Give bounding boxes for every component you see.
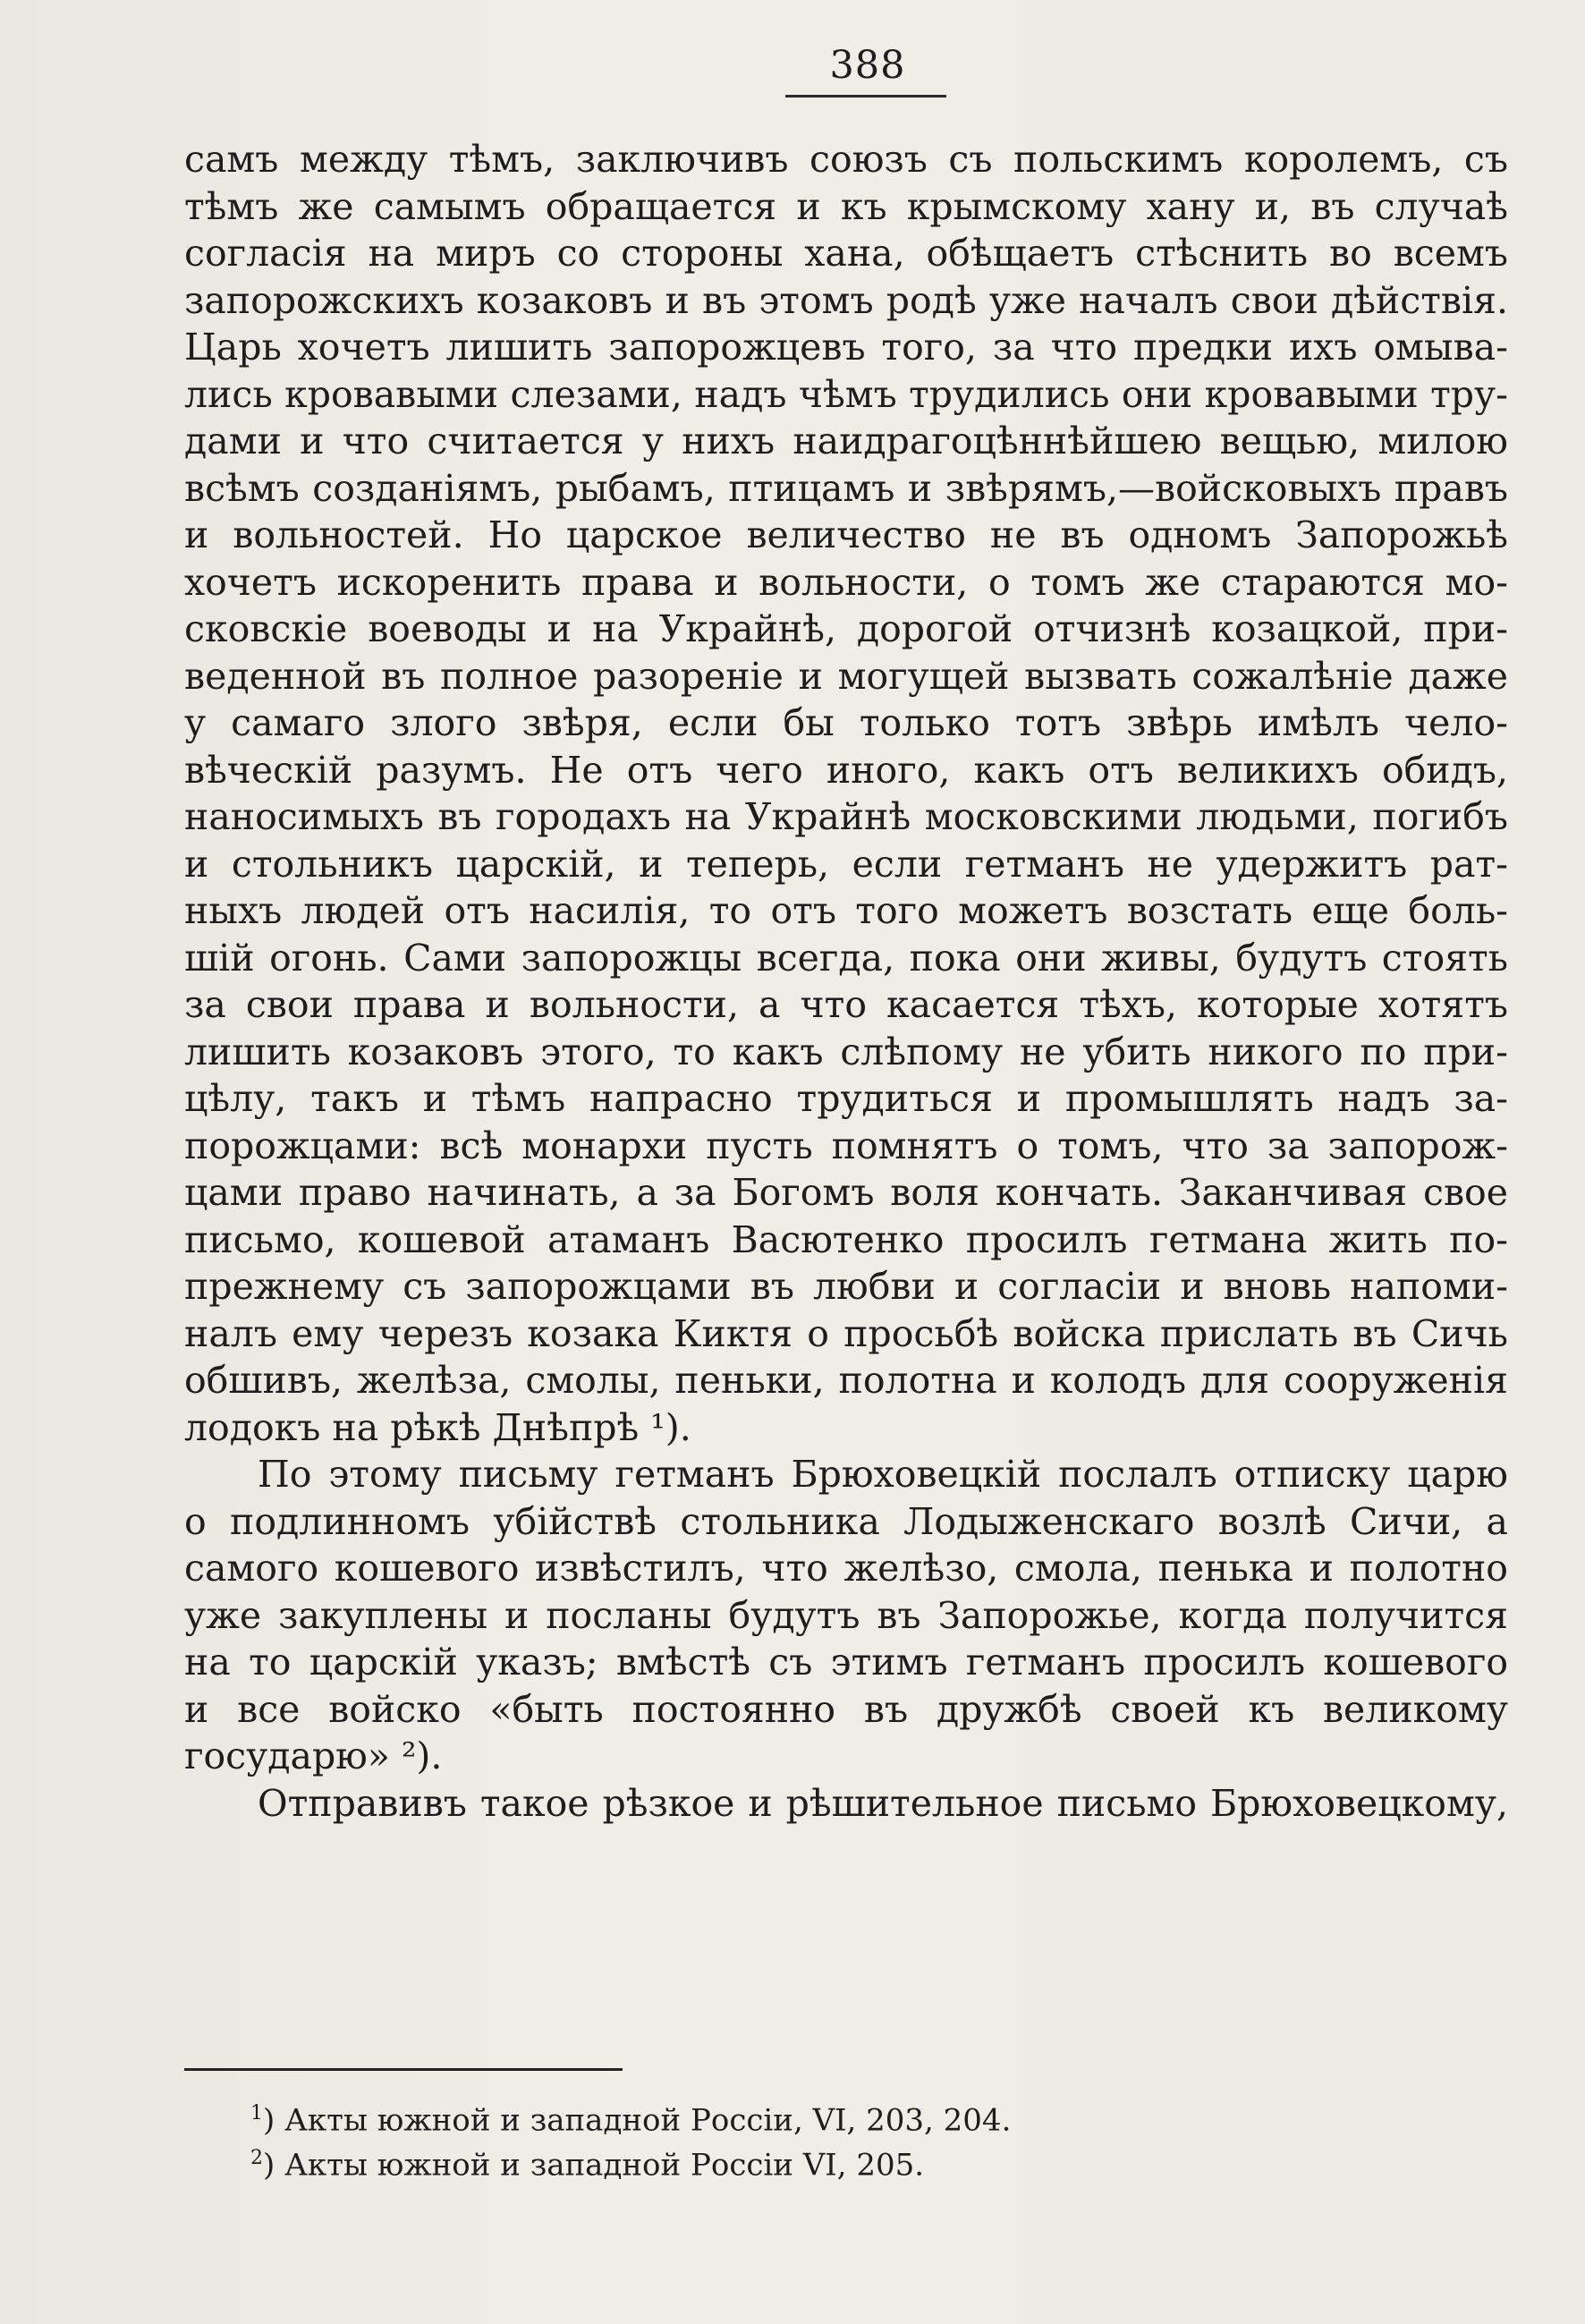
text-line: Царь хочетъ лишить запорожцевъ того, за что предки ихъ омыва- <box>184 326 1508 369</box>
footnote <box>250 2091 1324 2139</box>
text-line: и все войско «быть постоянно въ дружбѣ своей къ великому <box>184 1687 1508 1731</box>
text-line: за свои права и вольности, а что касается тѣхъ, которые хотятъ <box>184 983 1508 1026</box>
text-line: ныхъ людей отъ насилія, то отъ того можетъ возстать еще боль- <box>184 889 1508 932</box>
text-line: шій огонь. Сами запорожцы всегда, пока они живы, будутъ стоять <box>184 936 1508 980</box>
text-line: вѣческій разумъ. Не отъ чего иного, какъ отъ великихъ обидъ, <box>184 748 1508 792</box>
text-line: дами и что считается у нихъ наидрагоцѣннѣйшею вещью, милою <box>184 420 1508 462</box>
text-line: обшивъ, желѣза, смолы, пеньки, полотна и колодъ для сооруженія <box>184 1359 1508 1402</box>
text-line: тѣмъ же самымъ обращается и къ крымскому хану и, въ случаѣ <box>184 184 1508 228</box>
text-line: хочетъ искоренить права и вольности, о томъ же стараются мо- <box>184 560 1508 604</box>
text-line: и стольникъ царскій, и теперь, если гетманъ не удержитъ рат- <box>184 842 1508 886</box>
text-line: налъ ему черезъ козака Киктя о просьбѣ войска прислать въ Сичь <box>184 1311 1508 1355</box>
text-line: лодокъ на рѣкѣ Днѣпрѣ ¹). <box>184 1405 691 1449</box>
text-line: сковскіе воеводы и на Украйнѣ, дорогой отчизнѣ козацкой, при- <box>184 607 1508 650</box>
text-line: у самаго злого звѣря, если бы только тотъ звѣрь имѣлъ чело- <box>184 701 1508 744</box>
text-line: запорожскихъ козаковъ и въ этомъ родѣ уже началъ свои дѣйствія. <box>184 278 1508 322</box>
body-text <box>184 136 1508 1827</box>
text-line: лишить козаковъ этого, то какъ слѣпому не убить никого по при- <box>184 1030 1508 1073</box>
text-line: и вольностей. Но царское величество не въ одномъ Запорожьѣ <box>184 513 1508 556</box>
text-line: самъ между тѣмъ, заключивъ союзъ съ польскимъ королемъ, съ <box>184 138 1508 181</box>
text-line: цѣлу, такъ и тѣмъ напрасно трудиться и промышлять надъ за- <box>184 1077 1508 1120</box>
footnote-separator <box>184 2068 623 2071</box>
footnote-text: ) Акты южной и западной Россіи VI, 205. <box>263 2147 925 2184</box>
text-line: веденной въ полное разореніе и могущей вызвать сожалѣніе даже <box>184 654 1508 698</box>
text-line: Отправивъ такое рѣзкое и рѣшительное письмо Брюховецкому, <box>258 1781 1508 1825</box>
page-number: 388 <box>829 43 906 88</box>
text-line: всѣмъ созданіямъ, рыбамъ, птицамъ и звѣрямъ,—войсковыхъ правъ <box>184 466 1508 510</box>
footnotes <box>250 2091 1324 2184</box>
footnote-mark: 1 <box>250 2102 263 2125</box>
text-line: порожцами: всѣ монархи пусть помнятъ о томъ, что за запорож- <box>184 1124 1508 1167</box>
footnote <box>250 2136 1324 2184</box>
text-line: уже закуплены и посланы будутъ въ Запорожье, когда получится <box>184 1593 1508 1637</box>
text-line: По этому письму гетманъ Брюховецкій послалъ отписку царю <box>258 1453 1508 1496</box>
page-number-rule <box>785 95 946 98</box>
text-line: письмо, кошевой атаманъ Васютенко просилъ гетмана жить по- <box>184 1217 1508 1261</box>
text-line: прежнему съ запорожцами въ любви и согласіи и вновь напоми- <box>184 1265 1508 1308</box>
text-line: о подлинномъ убійствѣ стольника Лодыженскаго возлѣ Сичи, а <box>184 1499 1508 1543</box>
text-line: цами право начинать, а за Богомъ воля кончать. Заканчивая свое <box>184 1171 1508 1214</box>
text-line: наносимыхъ въ городахъ на Украйнѣ московскими людьми, погибъ <box>184 795 1508 838</box>
text-line: государю» ²). <box>184 1735 443 1777</box>
text-line: лись кровавыми слезами, надъ чѣмъ трудились они кровавыми тру- <box>184 372 1508 416</box>
footnote-text: ) Акты южной и западной Россіи, VI, 203, 204. <box>263 2102 1012 2139</box>
text-line: согласія на миръ со стороны хана, обѣщаетъ стѣснить во всемъ <box>184 232 1508 275</box>
footnote-mark: 2 <box>250 2147 263 2169</box>
text-line: на то царскій указъ; вмѣстѣ съ этимъ гетманъ просилъ кошевого <box>184 1641 1508 1684</box>
text-line: самого кошевого извѣстилъ, что желѣзо, смола, пенька и полотно <box>184 1547 1508 1590</box>
